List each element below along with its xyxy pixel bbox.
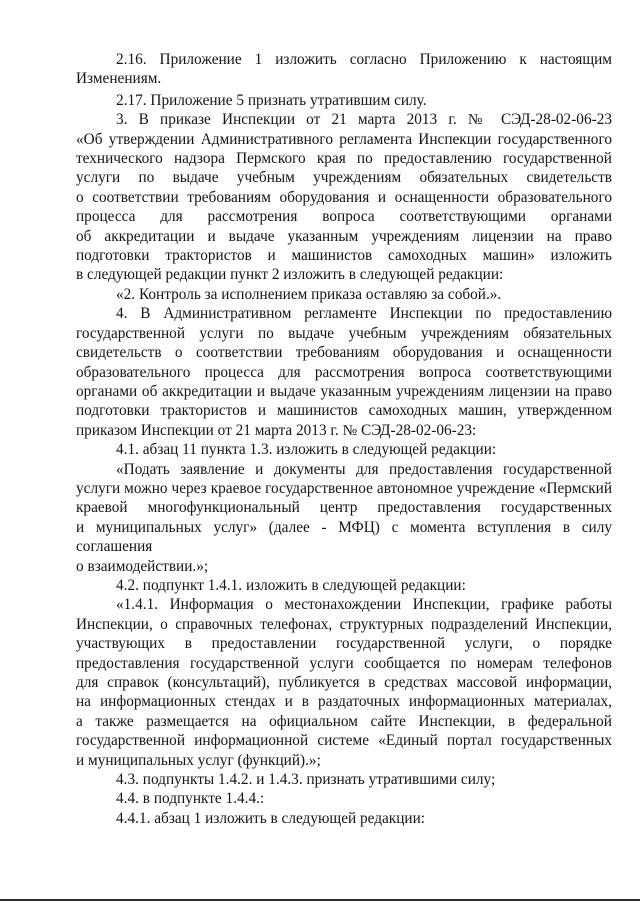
text-line: в следующей редакции пункт 2 изложить в следующей редакции: [76,266,504,284]
text-line: для справок (консультаций), публикуется в средствах массовой информации, [76,674,612,691]
text-line: 2.17. Приложение 5 признать утратившим силу. [116,91,427,109]
text-line: на информационных стендах и в раздаточных информационных материалах, [76,693,612,711]
text-line: услуги по выдаче учебным учреждениям обязательных свидетельств [76,169,612,187]
text-line: технического надзора Пермского края по предоставлению государственной [76,150,612,168]
text-line: государственной услуги по выдаче учебным учреждениям обязательных [76,324,612,342]
text-line: 4.2. подпункт 1.4.1. изложить в следующей редакции: [116,576,466,594]
text-line: органами об аккредитации и выдаче указанным учреждениям лицензии на право [76,382,612,400]
text-line: «2. Контроль за исполнением приказа оставляю за собой.». [116,285,502,303]
document-page [76,50,612,828]
text-line: об аккредитации и выдаче указанным учреждениям лицензии на право [76,227,612,245]
text-line: подготовки трактористов и машинистов самоходных машин» изложить [76,247,612,265]
text-line: 4.3. подпункты 1.4.2. и 1.4.3. признать утратившими силу; [116,771,496,789]
text-line: а также размещается на официальном сайте Инспекции, в федеральной [76,712,612,730]
text-line: 4. В Административном регламенте Инспекции по предоставлению [116,305,612,323]
text-line: участвующих в предоставлении государственной услуги, о порядке [76,635,612,653]
text-line: процесса для рассмотрения вопроса соответствующими органами [76,208,612,226]
text-line: и муниципальных услуг» (далее - МФЦ) с момента вступления в силу соглашения [76,518,612,556]
scan-edge-line [0,899,640,901]
text-line: 4.4. в подпункте 1.4.4.: [116,790,265,808]
text-line: «Об утверждении Административного регламента Инспекции государственного [76,130,612,148]
text-line: Инспекции, о справочных телефонах, структурных подразделений Инспекции, [76,615,612,633]
text-line: «1.4.1. Информация о местонахождении Инспекции, графике работы [116,596,612,614]
text-line: приказом Инспекции от 21 марта 2013 г. № СЭД-28-02-06-23: [76,421,477,439]
text-line: предоставления государственной услуги сообщается по номерам телефонов [76,654,612,672]
text-line: 4.1. абзац 11 пункта 1.3. изложить в следующей редакции: [116,441,497,459]
text-line: и муниципальных услуг (функций).»; [76,751,321,769]
text-line: «Подать заявление и документы для предоставления государственной [116,460,612,478]
text-line: подготовки трактористов и машинистов самоходных машин, утвержденном [76,402,612,420]
text-line: 2.16. Приложение 1 изложить согласно Приложению к настоящим [116,51,612,68]
text-line: Изменениям. [76,70,162,88]
text-line: 4.4.1. абзац 1 изложить в следующей редакции: [116,809,426,827]
text-line: государственной информационной системе «Единый портал государственных [76,732,612,750]
text-line: о соответствии требованиям оборудования и оснащенности образовательного [76,188,612,206]
text-line: свидетельств о соответствии требованиям оборудования и оснащенности [76,344,612,362]
text-line: краевой многофункциональный центр предоставления государственных [76,499,612,517]
text-line: о взаимодействии.»; [76,557,209,575]
text-line: образовательного процесса для рассмотрения вопроса соответствующими [76,363,612,381]
text-line: 3. В приказе Инспекции от 21 марта 2013 г. № СЭД-28-02-06-23 [116,111,612,129]
text-line: услуги можно через краевое государственное автономное учреждение «Пермский [76,479,612,497]
